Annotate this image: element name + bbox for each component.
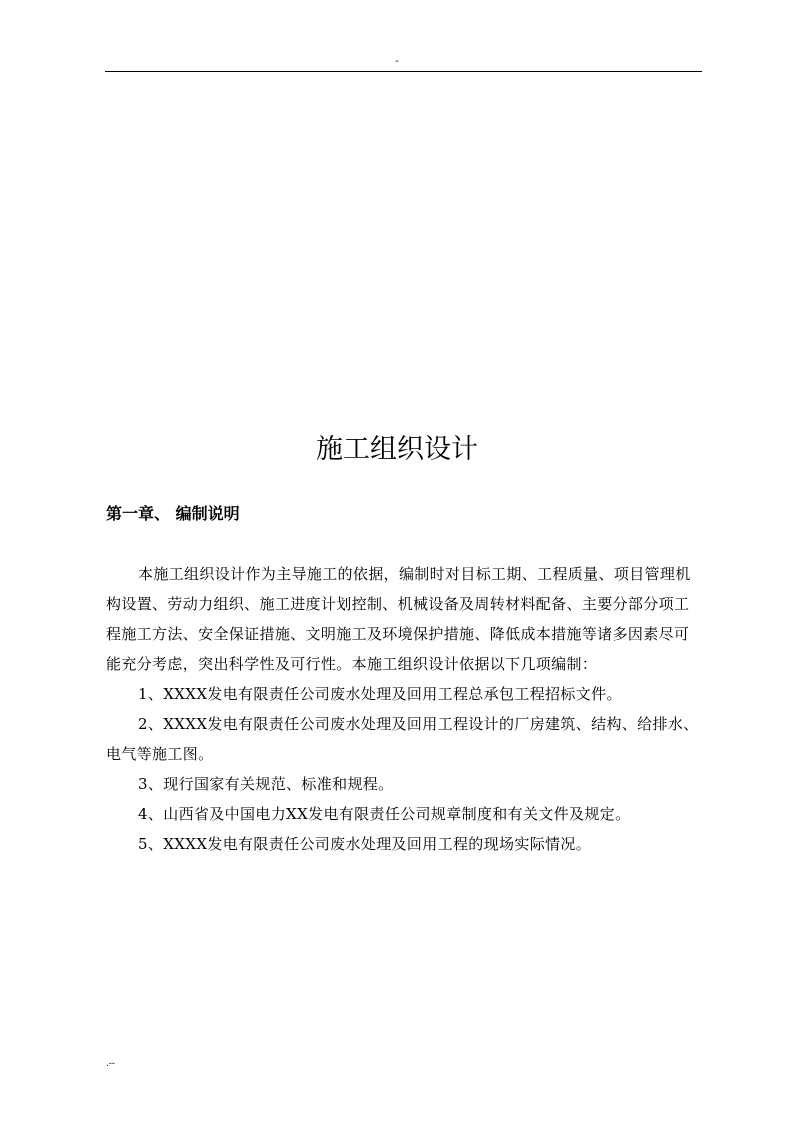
page-footer-mark: .-- — [106, 1059, 115, 1069]
basis-item-2: 2、XXXX发电有限责任公司废水处理及回用工程设计的厂房建筑、结构、给排水、电气等施工图。 — [106, 715, 699, 763]
intro-paragraph: 本施工组织设计作为主导施工的依据，编制时对目标工期、工程质量、项目管理机构设置、劳动力组织、施工进度计划控制、机械设备及周转材料配备、主要分部分项工程施工方法、安全保证措施、文明施工及环境保护措施、降低成本措施等诸多因素尽可能充分考虑，突出科学性及可行性。本施工组织设计依据以下几项编制： — [106, 565, 691, 673]
basis-item-4: 4、山西省及中国电力XX发电有限责任公司规章制度和有关文件及规定。 — [138, 805, 631, 823]
document-body — [106, 559, 700, 859]
basis-item-1: 1、XXXX发电有限责任公司废水处理及回用工程总承包工程招标文件。 — [138, 685, 622, 703]
page-header-rule — [105, 71, 702, 72]
basis-item-3: 3、现行国家有关规范、标准和规程。 — [138, 775, 394, 793]
chapter-heading: 第一章、 编制说明 — [106, 504, 240, 523]
document-title: 施工组织设计 — [316, 434, 478, 465]
page-header-mark: - — [395, 56, 399, 67]
basis-item-5: 5、XXXX发电有限责任公司废水处理及回用工程的现场实际情况。 — [138, 835, 592, 853]
